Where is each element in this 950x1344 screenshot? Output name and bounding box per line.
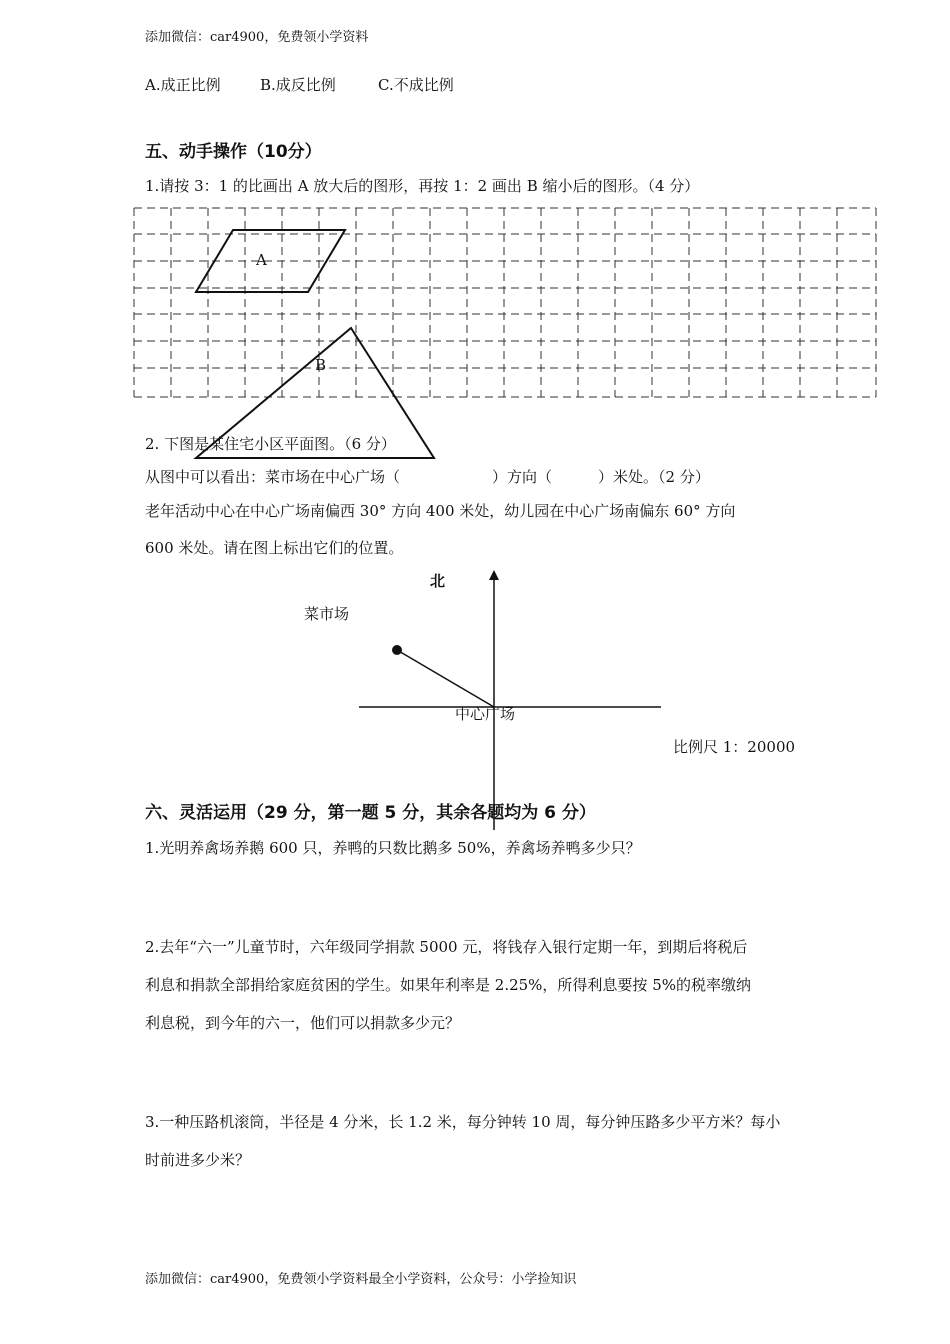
map-center-label: 中心广场	[455, 705, 516, 723]
section5-q2: 2. 下图是某住宅小区平面图。（6 分）	[145, 435, 396, 453]
q2-line1-part-b: ）方向（	[492, 468, 553, 486]
section5-q1: 1.请按 3：1 的比画出 A 放大后的图形，再按 1：2 画出 B 缩小后的图形。（4 分）	[145, 177, 700, 195]
section5-q2-line3: 600 米处。请在图上标出它们的位置。	[145, 539, 404, 557]
choice-a: A.成正比例	[145, 76, 221, 94]
choice-b: B.成反比例	[260, 76, 336, 94]
section6-q2-line1: 2.去年“六一”儿童节时，六年级同学捐款 5000 元，将钱存入银行定期一年，到期后将税后	[145, 938, 748, 956]
shape-b-label: B	[315, 356, 327, 374]
map-north-label: 北	[430, 572, 446, 590]
header-note: 添加微信：car4900，免费领小学资料	[145, 30, 369, 45]
map-scale-label: 比例尺 1：20000	[673, 738, 796, 756]
market-point	[392, 645, 402, 655]
section6-q3-line2: 时前进多少米？	[145, 1151, 251, 1169]
shape-a-label: A	[256, 251, 267, 269]
market-line	[397, 650, 494, 707]
section6-q1: 1.光明养禽场养鹅 600 只，养鸭的只数比鹅多 50%，养禽场养鸭多少只？	[145, 839, 641, 857]
footer-note: 添加微信：car4900，免费领小学资料最全小学资料，公众号：小学捡知识	[145, 1272, 577, 1287]
north-arrow-icon	[489, 570, 499, 580]
section6-title: 六、灵活运用（29 分，第一题 5 分，其余各题均为 6 分）	[145, 803, 596, 823]
section6-q3-line1: 3.一种压路机滚筒，半径是 4 分米，长 1.2 米，每分钟转 10 周，每分钟压路多少平方米？每小	[145, 1113, 781, 1131]
section6-q2-line2: 利息和捐款全部捐给家庭贫困的学生。如果年利率是 2.25%，所得利息要按 5%的税率缴纳	[145, 976, 751, 994]
section5-q2-line2: 老年活动中心在中心广场南偏西 30° 方向 400 米处，幼儿园在中心广场南偏东 60° 方向	[145, 502, 736, 520]
q2-line1-part-a: 从图中可以看出：菜市场在中心广场（	[145, 468, 401, 486]
section6-q2-line3: 利息税，到今年的六一，他们可以捐款多少元？	[145, 1014, 461, 1032]
section5-title: 五、动手操作（10分）	[145, 142, 322, 162]
q2-line1-part-c: ）米处。（2 分）	[598, 468, 710, 486]
map-market-label: 菜市场	[304, 605, 350, 623]
choice-c: C.不成比例	[378, 76, 454, 94]
